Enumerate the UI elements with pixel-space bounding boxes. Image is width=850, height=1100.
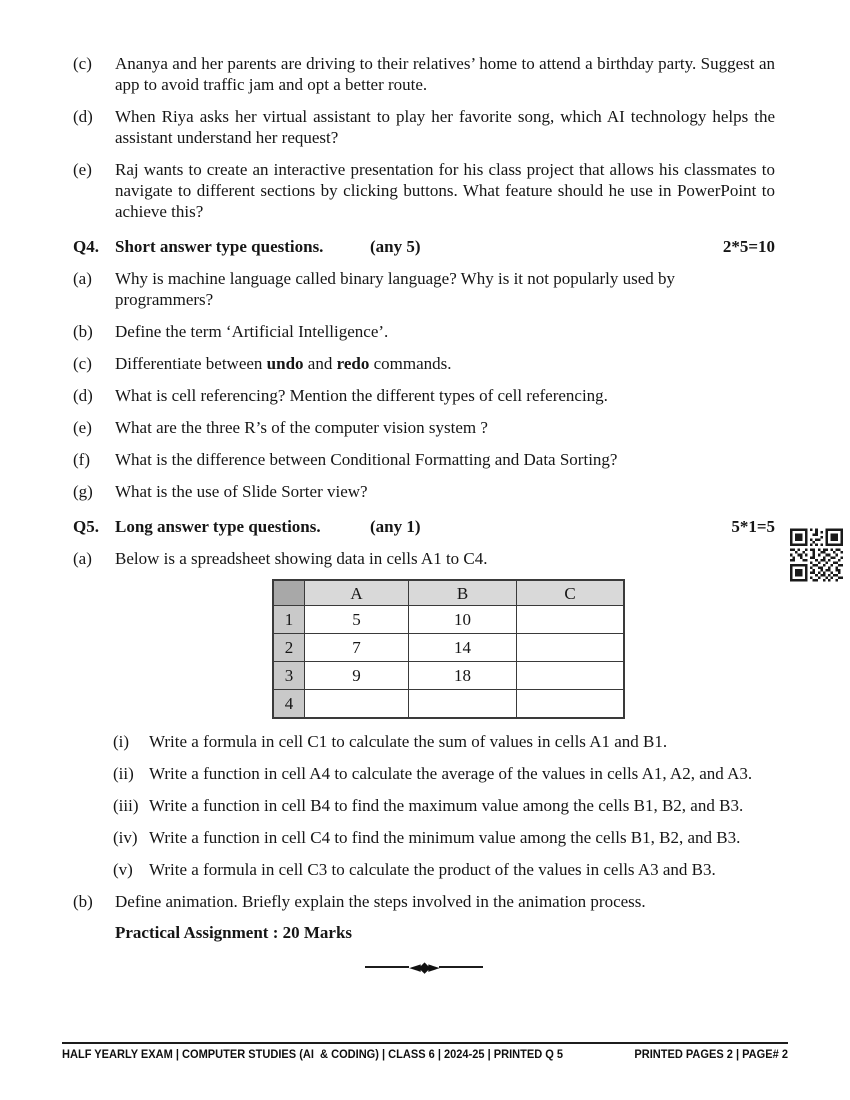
table-row [273,634,624,662]
footer-rule [62,1042,788,1044]
item-text: When Riya asks her virtual assistant to play her favorite song, which AI technology helps the assistant understand her request? [115,107,775,147]
item-label: (iv) [113,828,138,847]
question-number: Q5. [73,517,99,536]
intro-item-e [73,159,775,222]
spreadsheet-cell-c2 [517,634,625,662]
intro-item-d [73,106,775,148]
q4-item-b [73,321,775,342]
item-label: (f) [73,450,90,469]
q5-heading [73,516,775,537]
item-text: Define the term ‘Artificial Intelligence’. [115,322,389,341]
spreadsheet-cell-c1 [517,606,625,634]
spreadsheet-corner-cell [273,580,305,606]
spreadsheet-cell-a2: 7 [305,634,409,662]
item-label: (c) [73,354,92,373]
question-marks: 5*1=5 [731,517,775,536]
qr-code [790,528,843,582]
q5-subitem-iv [113,827,775,848]
item-label: (d) [73,386,93,405]
column-header-b: B [409,580,517,606]
row-header: 1 [273,606,305,634]
column-header-a: A [305,580,409,606]
item-text: What is the difference between Conditional Formatting and Data Sorting? [115,450,618,469]
item-label: (i) [113,732,130,751]
row-header: 2 [273,634,305,662]
item-text: What is cell referencing? Mention the different types of cell referencing. [115,386,608,405]
spreadsheet-cell-c3 [517,662,625,690]
q4-item-c [73,353,775,374]
item-text: Write a function in cell A4 to calculate the average of the values in cells A1, A2, and A3. [149,764,753,783]
item-text: Define animation. Briefly explain the steps involved in the animation process. [115,892,646,911]
q4-item-f [73,449,775,470]
item-label: (a) [73,549,92,568]
question-marks: 2*5=10 [722,237,775,256]
item-text: Write a formula in cell C1 to calculate the sum of values in cells A1 and B1. [149,732,668,751]
table-row [273,690,624,719]
item-label: (iii) [113,796,139,815]
item-label: (g) [73,482,93,501]
q5-subitem-v [113,859,775,880]
item-label: (a) [73,269,92,288]
question-any-count: (any 5) [370,237,421,256]
spreadsheet-header-row [273,580,624,606]
spreadsheet-cell-a3: 9 [305,662,409,690]
item-label: (d) [73,107,93,126]
item-text: Below is a spreadsheet showing data in cells A1 to C4. [115,549,488,568]
q4-item-d [73,385,775,406]
q5-subitem-i [113,731,775,752]
q4-item-g [73,481,775,502]
page-footer [62,1046,788,1062]
q4-item-a [73,268,775,310]
item-text: Ananya and her parents are driving to their relatives’ home to attend a birthday party. Suggest an app to avoid traffic jam and opt a better route. [115,54,775,94]
row-header: 4 [273,690,305,719]
q5-item-a [73,548,775,569]
spreadsheet-cell-a1: 5 [305,606,409,634]
item-label: (b) [73,322,93,341]
q5-subitem-ii [113,763,775,784]
table-row [273,606,624,634]
section-divider [73,958,775,976]
divider-line [439,966,483,968]
q4-item-e [73,417,775,438]
footer-right-text: PRINTED PAGES 2 | PAGE# 2 [634,1047,788,1061]
divider-line [365,966,409,968]
table-row [273,662,624,690]
item-label: (b) [73,892,93,911]
item-label: (v) [113,860,133,879]
item-text: Write a formula in cell C3 to calculate the product of the values in cells A3 and B3. [149,860,716,879]
spreadsheet-table [272,579,625,719]
spreadsheet-cell-b3: 18 [409,662,517,690]
spreadsheet-cell-c4 [517,690,625,719]
item-text: Why is machine language called binary language? Why is it not popularly used by programmers? [115,269,676,309]
question-any-count: (any 1) [370,517,421,536]
item-text: Write a function in cell B4 to find the maximum value among the cells B1, B2, and B3. [149,796,744,815]
item-label: (e) [73,160,92,179]
item-text: Raj wants to create an interactive presentation for his class project that allows his classmates to navigate to different sections by clicking buttons. What feature should he use in PowerPoint to achieve this? [115,160,775,221]
question-title: Short answer type questions. [115,237,324,256]
practical-assignment-heading: Practical Assignment : 20 Marks [115,923,353,942]
spreadsheet-cell-a4 [305,690,409,719]
intro-item-c [73,53,775,95]
question-number: Q4. [73,237,99,256]
question-title: Long answer type questions. [115,517,321,536]
spreadsheet-cell-b4 [409,690,517,719]
item-label: (e) [73,418,92,437]
q5-item-b [73,891,775,912]
q5-subitem-iii [113,795,775,816]
q4-heading [73,236,775,257]
column-header-c: C [517,580,625,606]
item-label: (c) [73,54,92,73]
footer-left-text: HALF YEARLY EXAM | COMPUTER STUDIES (AI & CODING) | CLASS 6 | 2024-25 | PRINTED Q 5 [62,1047,564,1061]
item-label: (ii) [113,764,134,783]
item-text: What is the use of Slide Sorter view? [115,482,368,501]
item-text: Differentiate between undo and redo commands. [115,354,452,373]
item-text: What are the three R’s of the computer vision system ? [115,418,488,437]
spreadsheet-cell-b2: 14 [409,634,517,662]
row-header: 3 [273,662,305,690]
divider-ornament-icon: ◄◆► [409,958,438,976]
spreadsheet [272,579,775,719]
item-text: Write a function in cell C4 to find the minimum value among the cells B1, B2, and B3. [149,828,741,847]
spreadsheet-cell-b1: 10 [409,606,517,634]
